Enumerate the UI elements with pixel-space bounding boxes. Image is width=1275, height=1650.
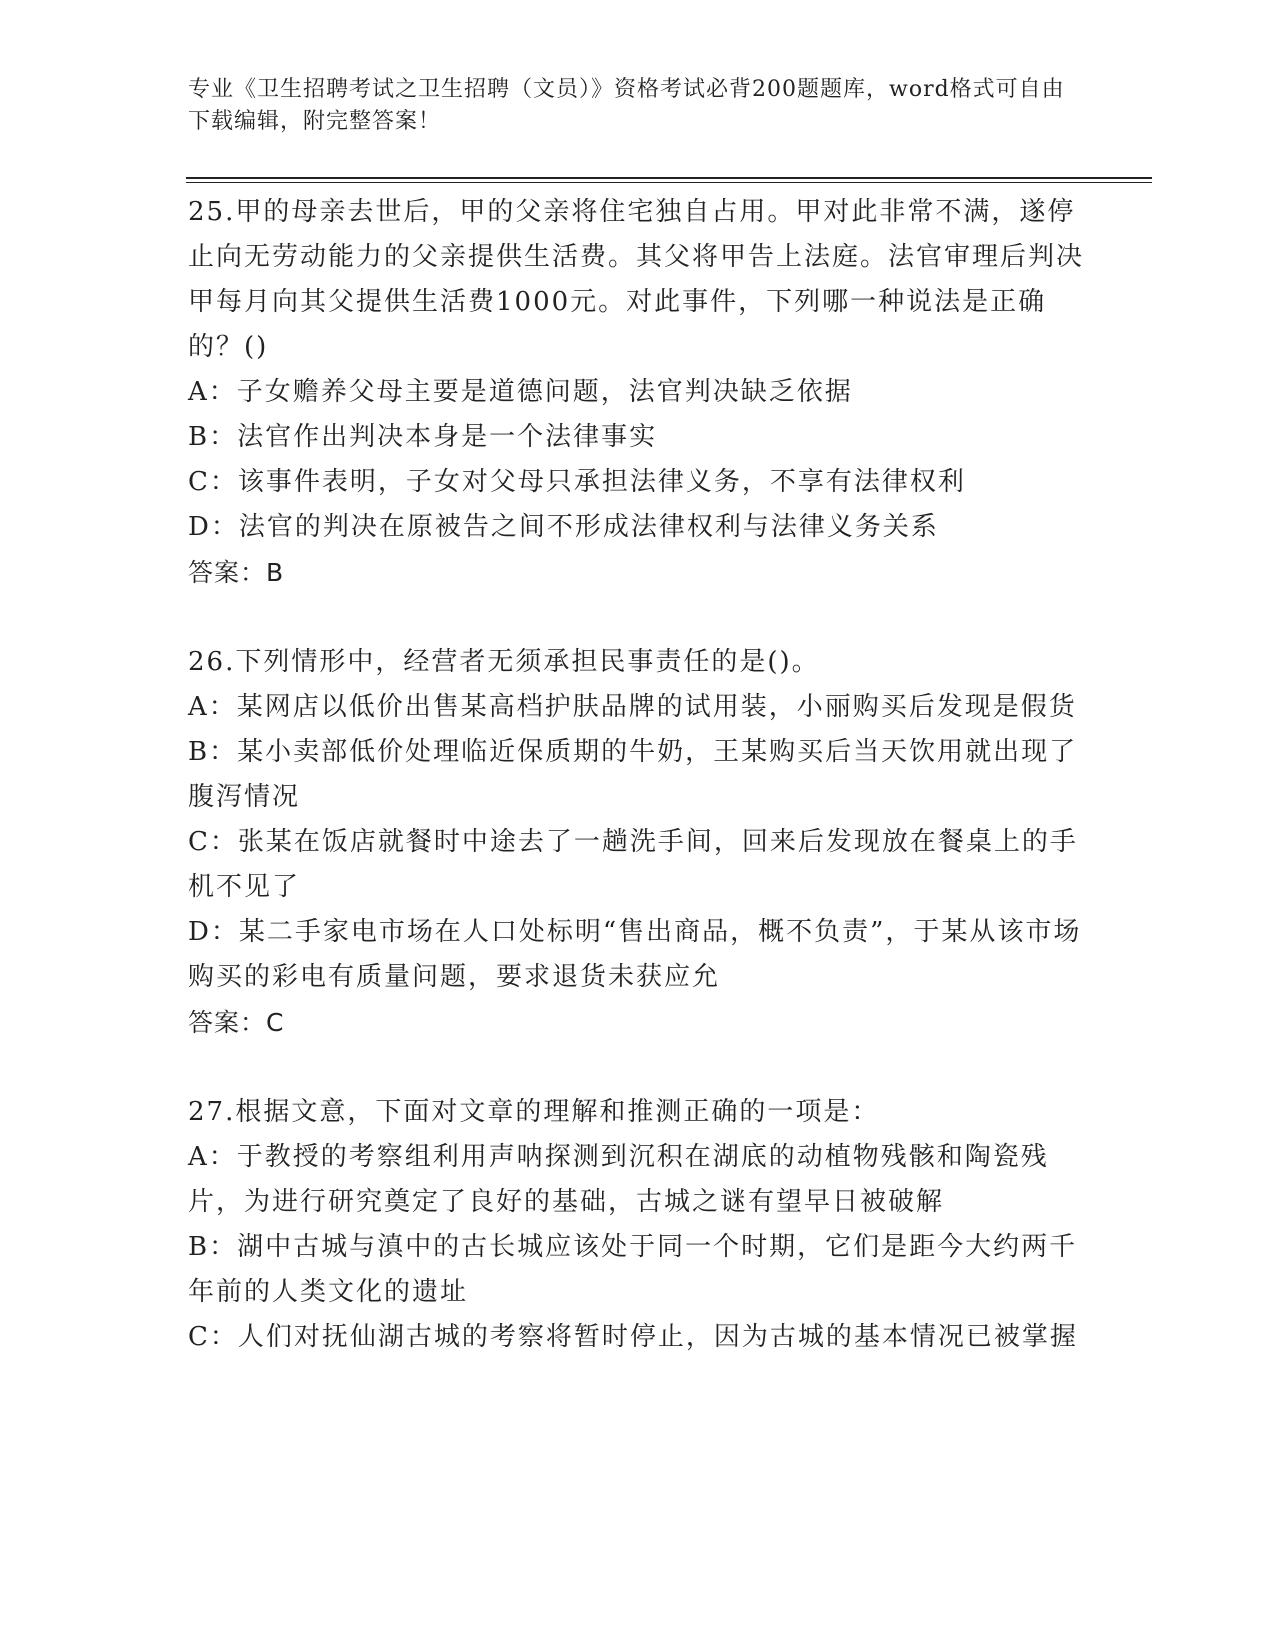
question-list bbox=[188, 190, 1088, 1360]
question-26 bbox=[188, 640, 1088, 1045]
question-stem: 27.根据文意，下面对文章的理解和推测正确的一项是： bbox=[188, 1097, 880, 1127]
header-divider-thick bbox=[186, 177, 1152, 179]
answer: 答案：B bbox=[188, 558, 285, 587]
option-b: B：某小卖部低价处理临近保质期的牛奶，王某购买后当天饮用就出现了腹泻情况 bbox=[188, 737, 1078, 812]
answer: 答案：C bbox=[188, 1008, 285, 1037]
spacer bbox=[188, 595, 1088, 640]
option-c: C：人们对抚仙湖古城的考察将暂时停止，因为古城的基本情况已被掌握 bbox=[188, 1322, 1078, 1352]
option-d: D：法官的判决在原被告之间不形成法律权利与法律义务关系 bbox=[188, 512, 939, 542]
header-divider-thin bbox=[186, 182, 1152, 183]
option-c: C：张某在饭店就餐时中途去了一趟洗手间，回来后发现放在餐桌上的手机不见了 bbox=[188, 827, 1078, 902]
option-b: B：法官作出判决本身是一个法律事实 bbox=[188, 422, 658, 452]
option-d: D：某二手家电市场在人口处标明“售出商品，概不负责”，于某从该市场购买的彩电有质量问题，要求退货未获应允 bbox=[188, 917, 1082, 992]
option-a: A：于教授的考察组利用声呐探测到沉积在湖底的动植物残骸和陶瓷残片，为进行研究奠定了良好的基础，古城之谜有望早日被破解 bbox=[188, 1142, 1049, 1217]
question-stem: 26.下列情形中，经营者无须承担民事责任的是()。 bbox=[188, 647, 820, 677]
header-text: 专业《卫生招聘考试之卫生招聘（文员）》资格考试必背200题题库，word格式可自由下载编辑，附完整答案！ bbox=[188, 77, 1065, 134]
option-c: C：该事件表明，子女对父母只承担法律义务，不享有法律权利 bbox=[188, 467, 966, 497]
option-a: A：子女赡养父母主要是道德问题，法官判决缺乏依据 bbox=[188, 377, 853, 407]
question-stem: 25.甲的母亲去世后，甲的父亲将住宅独自占用。甲对此非常不满，遂停止向无劳动能力的父亲提供生活费。其父将甲告上法庭。法官审理后判决甲每月向其父提供生活费1000元。对此事件，下列哪一种说法是正确的？() bbox=[188, 197, 1085, 362]
option-b: B：湖中古城与滇中的古长城应该处于同一个时期，它们是距今大约两千年前的人类文化的遗址 bbox=[188, 1232, 1078, 1307]
question-25 bbox=[188, 190, 1088, 595]
option-a: A：某网店以低价出售某高档护肤品牌的试用装，小丽购买后发现是假货 bbox=[188, 692, 1077, 722]
question-27 bbox=[188, 1090, 1088, 1360]
spacer bbox=[188, 1045, 1088, 1090]
document-header bbox=[188, 74, 1068, 138]
